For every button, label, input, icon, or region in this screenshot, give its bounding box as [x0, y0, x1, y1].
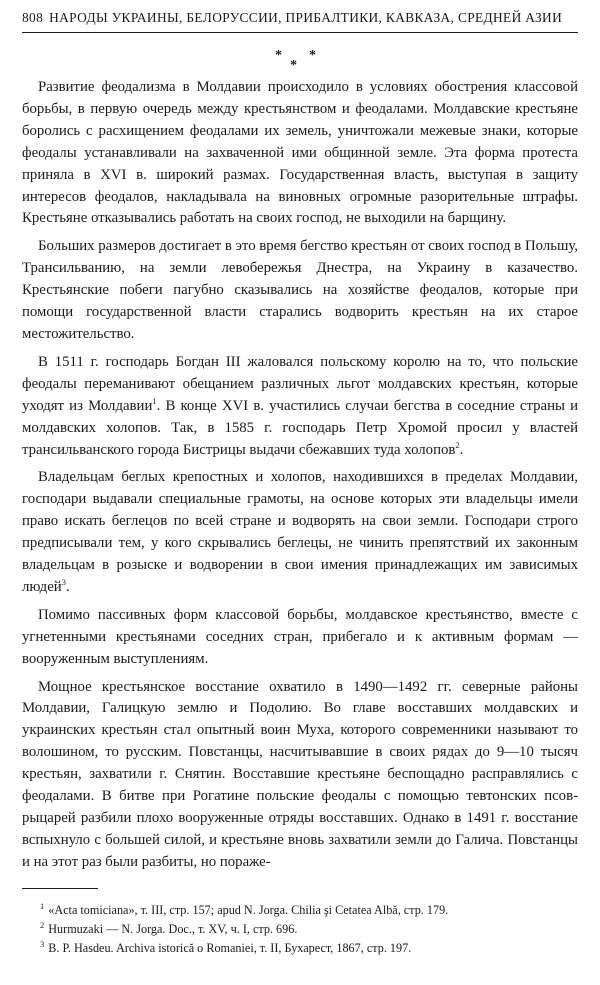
footnotes	[22, 901, 578, 957]
footnote	[22, 939, 578, 957]
paragraph-text: .	[65, 578, 70, 595]
footnote-text: Hurmuzaki — N. Jorga. Doc., т. XV, ч. I, стр. 696.	[48, 921, 298, 936]
paragraph	[22, 677, 578, 874]
footnote-ref: 1	[152, 395, 157, 406]
asterisk-ornament: *	[290, 58, 297, 73]
main-text	[22, 77, 578, 874]
running-header	[22, 10, 578, 33]
page-number: 808	[22, 10, 44, 25]
footnote-ref: 3	[61, 577, 66, 588]
paragraph	[22, 77, 578, 230]
paragraph-text: Больших размеров достигает в это время бегство крестьян от своих господ в Польшу, Трансильванию, на земли левобережья Днестра, на Украину в казачество. Крестьянские побеги пагубно сказывались на хозяйстве феодалов, которые при помощи государственной власти старались водворить крестьян на их старое местожительство.	[22, 238, 578, 342]
paragraph	[22, 236, 578, 346]
paragraph	[22, 605, 578, 671]
paragraph	[22, 467, 578, 598]
paragraph-text: Развитие феодализма в Молдавии происходило в условиях обострения классовой борьбы, в первую очередь между крестьянством и феодалами. Молдавские крестьяне боролись с расхищением феодалами их земель, уничтожали межевые знаки, которые феодалы устанавливали на захваченной ими общинной земле. Эта форма протеста приняла в XVI в. широкий размах. Государственная власть, выступая в защиту интересов феодалов, накладывала на виновных огромные разорительные штрафы. Крестьяне отказывались работать на своих господ, не выходили на барщину.	[22, 79, 578, 227]
paragraph-text: . В конце XVI в. участились случаи бегства в соседние страны и молдавских холопов. Так, в 1585 г. господарь Петр Хромой просил у властей трансильванского города Бистрицы выдачи сбежавших туда холопов	[22, 397, 578, 458]
paragraph-text: Владельцам беглых крепостных и холопов, находившихся в пределах Молдавии, господари выдавали специальные грамоты, на основе которых эти владельцы имели право искать беглецов по всей стране и водворять на свои земли. Господари строго предписывали тем, у кого скрывались беглецы, не чинить препятствий их законным владельцам в розыске и водворении в свои имения принадлежащих им зависимых людей	[22, 469, 578, 595]
asterisk-ornament: *	[309, 48, 316, 63]
asterisk-ornament: *	[275, 48, 282, 63]
paragraph-text: Мощное крестьянское восстание охватило в 1490—1492 гг. северные районы Молдавии, Галицкую землю и Подолию. Во главе восставших молдавских и украинских крестьян стал опытный воин Муха, которого современники называют то волошином, то русским. Повстанцы, насчитывавшие в своих рядах до 9—10 тысяч крестьян, захватили г. Снятин. Восставшие крестьяне беспощадно расправлялись с феодалами. В битве при Рогатине польские феодалы с помощью тевтонских псов-рыцарей разбили плохо вооруженные отряды восставших. Однако в 1491 г. восстание вспыхнуло с большей силой, и крестьяне вновь захватили земли до Галича. Повстанцы и на этот раз были разбиты, но пораже-	[22, 678, 578, 870]
paragraph-text: Помимо пассивных форм классовой борьбы, молдавское крестьянство, вместе с угнетенными крестьянами соседних стран, прибегало и к активным формам — вооруженным выступлениям.	[22, 606, 578, 667]
footnote-ref: 2	[455, 439, 460, 450]
section-ornament	[22, 33, 578, 77]
footnote-text: «Acta tomiciana», т. III, стр. 157; apud N. Jorga. Chilia şi Cetatea Albă, стр. 179.	[48, 902, 449, 917]
footnote	[22, 901, 578, 919]
footnote-marker: 2	[40, 919, 45, 930]
paragraph	[22, 352, 578, 462]
paragraph-text: .	[459, 441, 464, 458]
book-page	[22, 10, 578, 975]
footnote-marker: 1	[40, 900, 45, 911]
running-title: НАРОДЫ УКРАИНЫ, БЕЛОРУССИИ, ПРИБАЛТИКИ, КАВКАЗА, СРЕДНЕЙ АЗИИ	[49, 10, 563, 25]
paragraph-text: В 1511 г. господарь Богдан III жаловался польскому королю на то, что польские феодалы переманивают обещанием различных льгот молдавских крестьян, которые уходят из Молдавии	[22, 353, 578, 414]
footnote-marker: 3	[40, 938, 45, 949]
footnote	[22, 920, 578, 938]
footnote-divider	[22, 888, 98, 889]
footnote-text: B. P. Hasdeu. Archiva istorică o Romaniei, т. II, Бухарест, 1867, стр. 197.	[48, 940, 412, 955]
